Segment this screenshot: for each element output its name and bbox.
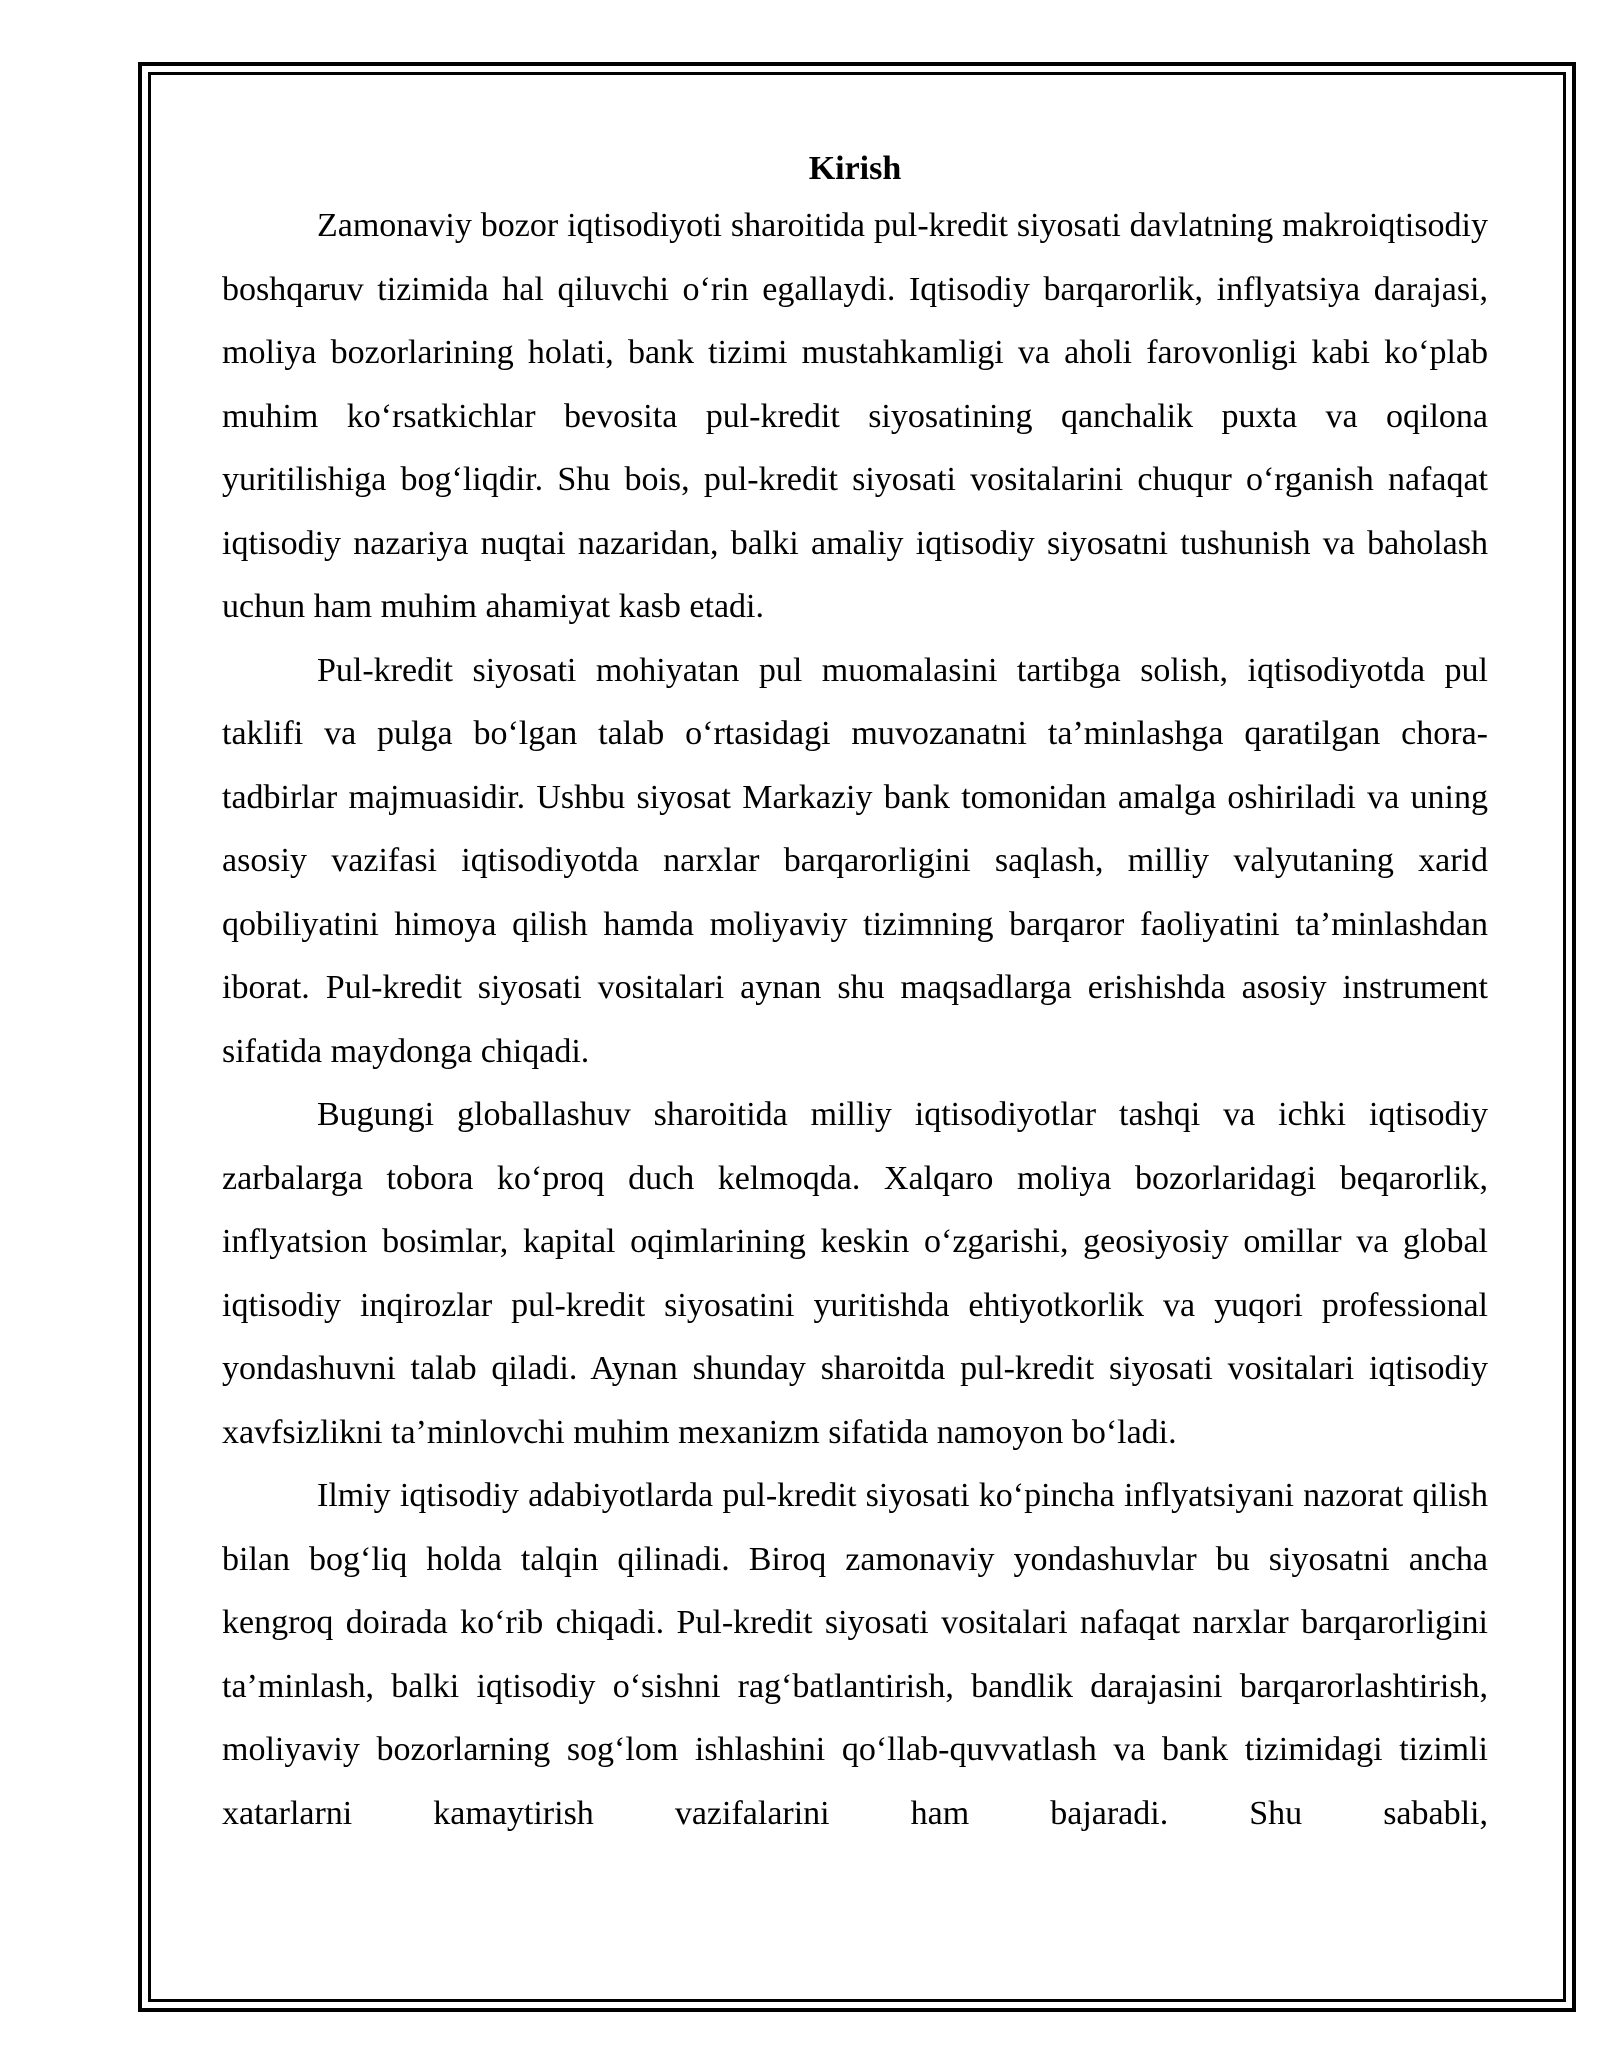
paragraph: Ilmiy iqtisodiy adabiyotlarda pul-kredit siyosati ko‘pincha inflyatsiyani nazorat qilish bilan bog‘liq holda talqin qilinadi. Biroq zamonaviy yondashuvlar bu siyosatni ancha kengroq doirada ko‘rib chiqadi. Pul-kredit siyosati vositalari nafaqat narxlar barqarorligini ta’minlash, balki iqtisodiy o‘sishni rag‘batlantirish, bandlik darajasini barqarorlashtirish, moliyaviy bozorlarning sog‘lom ishlashini qo‘llab-quvvatlash va bank tizimidagi tizimli xatarlarni kamaytirish vazifalarini ham bajaradi. Shu sababli, [222,1477,1488,1832]
document-title: Kirish [808,150,902,187]
paragraph: Pul-kredit siyosati mohiyatan pul muomalasini tartibga solish, iqtisodiyotda pul taklifi va pulga bo‘lgan talab o‘rtasidagi muvozanatni ta’minlashga qaratilgan chora-tadbirlar majmuasidir. Ushbu siyosat Markaziy bank tomonidan amalga oshiriladi va uning asosiy vazifasi iqtisodiyotda narxlar barqarorligini saqlash, milliy valyutaning xarid qobiliyatini himoya qilish hamda moliyaviy tizimning barqaror faoliyatini ta’minlashdan iborat. Pul-kredit siyosati vositalari aynan shu maqsadlarga erishishda asosiy instrument sifatida maydonga chiqadi. [222,651,1488,1070]
paragraph: Zamonaviy bozor iqtisodiyoti sharoitida pul-kredit siyosati davlatning makroiqtisodiy boshqaruv tizimida hal qiluvchi o‘rin egallaydi. Iqtisodiy barqarorlik, inflyatsiya darajasi, moliya bozorlarining holati, bank tizimi mustahkamligi va aholi farovonligi kabi ko‘plab muhim ko‘rsatkichlar bevosita pul-kredit siyosatining qanchalik puxta va oqilona yuritilishiga bog‘liqdir. Shu bois, pul-kredit siyosati vositalarini chuqur o‘rganish nafaqat iqtisodiy nazariya nuqtai nazaridan, balki amaliy iqtisodiy siyosatni tushunish va baholash uchun ham muhim ahamiyat kasb etadi. [222,207,1488,625]
document-body [222,144,1488,1845]
paragraph: Bugungi globallashuv sharoitida milliy iqtisodiyotlar tashqi va ichki iqtisodiy zarbalarga tobora ko‘proq duch kelmoqda. Xalqaro moliya bozorlaridagi beqarorlik, inflyatsion bosimlar, kapital oqimlarining keskin o‘zgarishi, geosiyosiy omillar va global iqtisodiy inqirozlar pul-kredit siyosatini yuritishda ehtiyotkorlik va yuqori professional yondashuvni talab qiladi. Aynan shunday sharoitda pul-kredit siyosati vositalari iqtisodiy xavfsizlikni ta’minlovchi muhim mexanizm sifatida namoyon bo‘ladi. [222,1096,1488,1451]
